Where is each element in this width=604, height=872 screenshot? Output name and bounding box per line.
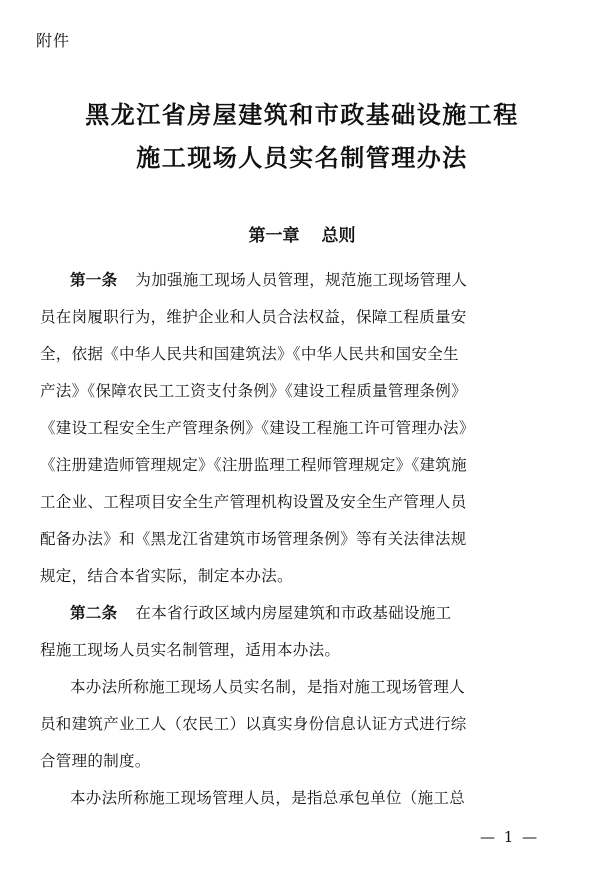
page-number: — 1 — xyxy=(480,828,540,846)
article-1-line-4: 产法》《保障农民工工资支付条例》《建设工程质量管理条例》 xyxy=(40,382,467,400)
chapter-number: 第一章 xyxy=(248,226,300,246)
article-2-label: 第二条 xyxy=(70,604,118,622)
article-1-line-9: 规定，结合本省实际，制定本办法。 xyxy=(40,567,293,585)
paragraph-3-line-1: 本办法所称施工现场人员实名制，是指对施工现场管理人 xyxy=(70,678,466,696)
article-2-line-1 xyxy=(70,601,560,623)
article-1-label: 第一条 xyxy=(70,271,118,289)
chapter-name: 总则 xyxy=(321,226,356,246)
paragraph-3-line-2: 员和建筑产业工人（农民工）以真实身份信息认证方式进行综 xyxy=(40,715,467,733)
article-1-line-3: 全，依据《中华人民共和国建筑法》《中华人民共和国安全生 xyxy=(40,345,459,363)
paragraph-3-line-3: 合管理的制度。 xyxy=(40,752,151,770)
attachment-label: 附件 xyxy=(36,31,71,50)
article-1-line-7: 工企业、工程项目安全生产管理机构设置及安全生产管理人员 xyxy=(40,493,467,511)
article-1-text: 为加强施工现场人员管理，规范施工现场管理人 xyxy=(135,271,468,289)
document-title-line-2: 施工现场人员实名制管理办法 xyxy=(136,144,468,172)
paragraph-4-line-1: 本办法所称施工现场管理人员，是指总承包单位（施工总 xyxy=(70,789,466,807)
article-2-line-2: 程施工现场人员实名制管理，适用本办法。 xyxy=(40,641,341,659)
article-2-text: 在本省行政区域内房屋建筑和市政基础设施工 xyxy=(135,604,452,622)
article-1-line-2: 员在岗履职行为，维护企业和人员合法权益，保障工程质量安 xyxy=(40,308,467,326)
article-1-line-6: 《注册建造师管理规定》《注册监理工程师管理规定》《建筑施 xyxy=(40,456,467,474)
article-1-line-8: 配备办法》和《黑龙江省建筑市场管理条例》等有关法律法规 xyxy=(40,530,467,548)
article-1-line-5: 《建设工程安全生产管理条例》《建设工程施工许可管理办法》 xyxy=(40,419,475,437)
chapter-heading xyxy=(0,221,604,246)
document-title-line-1: 黑龙江省房屋建筑和市政基础设施工程 xyxy=(85,101,519,129)
article-1-line-1 xyxy=(70,268,560,290)
